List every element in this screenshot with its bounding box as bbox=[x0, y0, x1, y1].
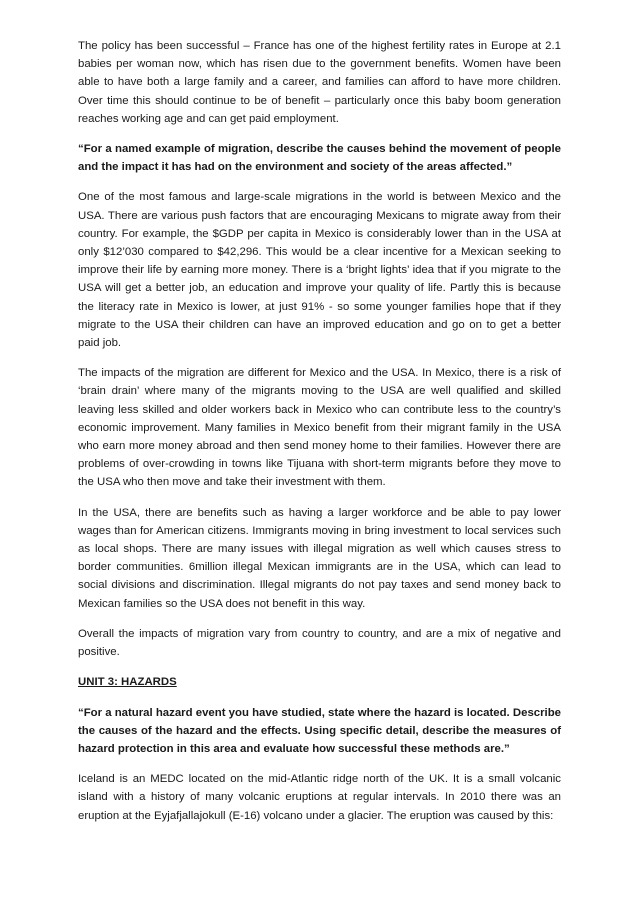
paragraph-migration-impacts-mexico: The impacts of the migration are different for Mexico and the USA. In Mexico, there is a risk of ‘brain drain’ where many of the migrants moving to the USA are well qualified and skilled leaving less skilled and older workers back in Mexico who can contribute less to the country’s economic improvement. Many families in Mexico benefit from their migrant family in the USA who earn more money abroad and then send money home to their families. However there are problems of over-crowding in towns like Tijuana with short-term migrants before they move to the USA who then move and take their investment with them. bbox=[78, 367, 561, 489]
paragraph-mexico-usa-push-factors: One of the most famous and large-scale migrations in the world is between Mexico and the USA. There are various push factors that are encouraging Mexicans to migrate away from their country. For example, the $GDP per capita in Mexico is considerably lower than in the USA at only $12’030 compared to $42,296. This would be a clear incentive for a Mexican seeking to improve their life by earning more money. There is a ‘bright lights’ idea that if you migrate to the USA will get a better job, an education and improve your quality of life. Partly this is because the literacy rate in Mexico is lower, at just 91% - so some younger families hope that if they migrate to the USA their children can have an improved education and go on to get a better paid job. bbox=[78, 191, 561, 350]
section-heading-unit-3: UNIT 3: HAZARDS bbox=[78, 676, 177, 689]
paragraph-migration-conclusion: Overall the impacts of migration vary from country to country, and are a mix of negative and positive. bbox=[78, 627, 561, 659]
question-natural-hazard: “For a natural hazard event you have studied, state where the hazard is located. Describe the causes of the hazard and the effects. Using specific detail, describe the measures of hazard protection in this area and evaluate how successful these methods are.” bbox=[78, 706, 561, 755]
paragraph-iceland-eruption: Iceland is an MEDC located on the mid-Atlantic ridge north of the UK. It is a small volcanic island with a history of many volcanic eruptions at regular intervals. In 2010 there was an eruption at the Eyjafjallajokull (E-16) volcano under a glacier. The eruption was caused by this: bbox=[78, 773, 561, 822]
paragraph-migration-impacts-usa: In the USA, there are benefits such as having a larger workforce and be able to pay lower wages than for American citizens. Immigrants moving in bring investment to local services such as local shops. There are many issues with illegal migration as well which causes stress to border communities. 6million illegal Mexican immigrants are in the USA, which can lead to social divisions and discrimination. Illegal migrants do not pay taxes and send money back to Mexican families so the USA does not benefit in this way. bbox=[78, 506, 561, 610]
document-page bbox=[78, 37, 561, 837]
question-migration: “For a named example of migration, describe the causes behind the movement of people and the impact it has had on the environment and society of the areas affected.” bbox=[78, 143, 561, 174]
paragraph-france-policy: The policy has been successful – France has one of the highest fertility rates in Europe at 2.1 babies per woman now, which has risen due to the government benefits. Women have been able to have both a large family and a career, and families can afford to have more children. Over time this should continue to be of benefit – particularly once this baby boom generation reaches working age and can get paid employment. bbox=[78, 40, 561, 125]
